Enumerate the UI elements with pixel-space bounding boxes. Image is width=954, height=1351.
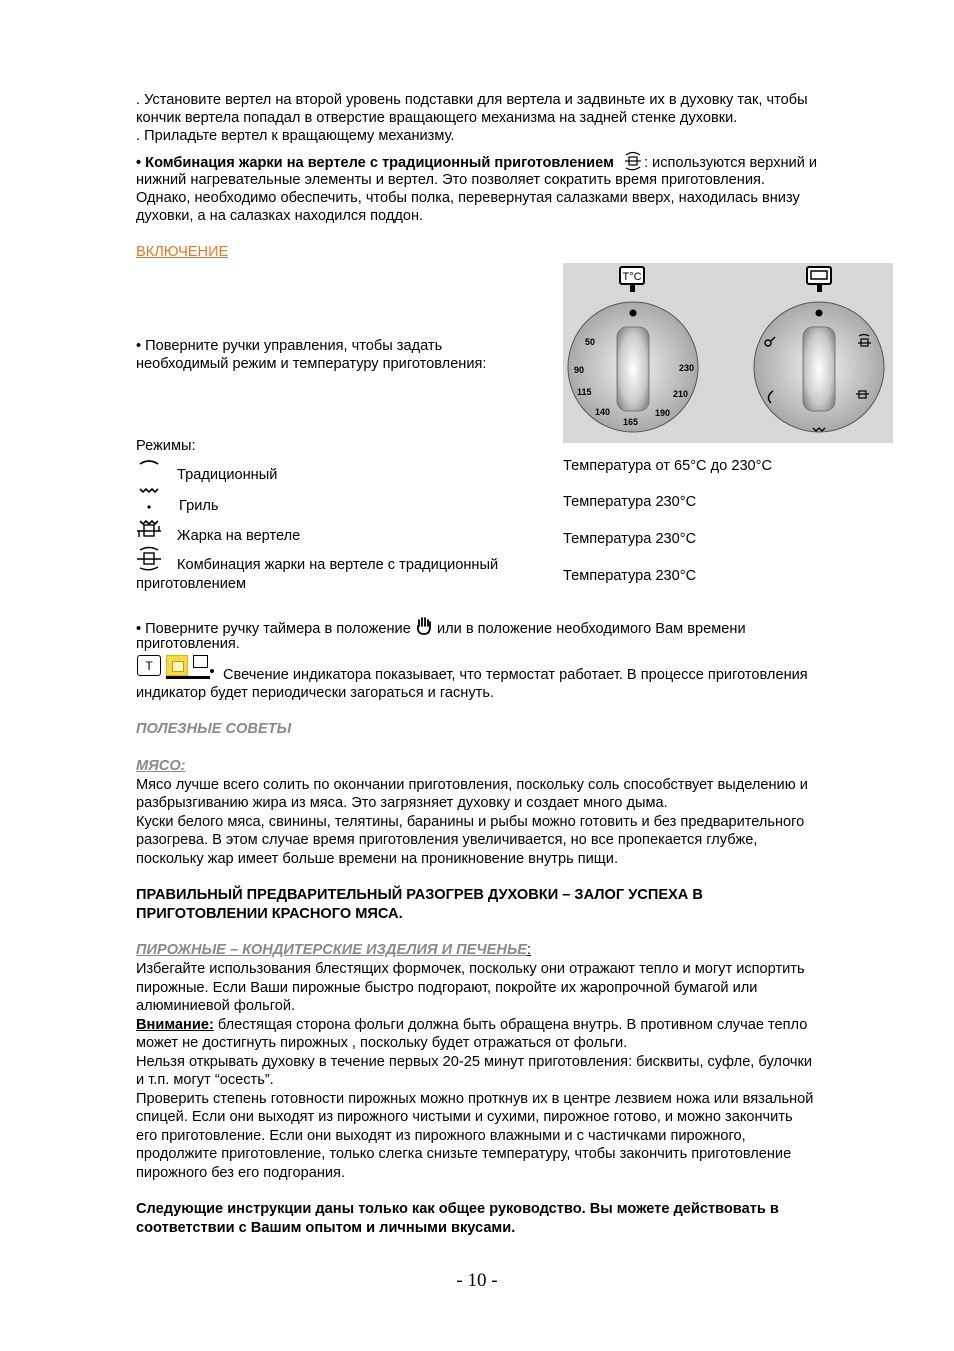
mode-temperature: Температура 230°C <box>563 531 697 547</box>
pastry-heading-line <box>136 941 531 959</box>
thermostat-tick: 140 <box>595 407 611 417</box>
pastry-line: Проверить степень готовности пирожных можно проткнув их в центре лезвием ножа или вязальной <box>136 1091 814 1107</box>
t-indicator-icon: T <box>137 655 161 676</box>
mode-name-continued: приготовлением <box>136 576 247 592</box>
final-note: Следующие инструкции даны только как общее руководство. Вы можете действовать в <box>136 1201 779 1217</box>
indicator-line: Свечение индикатора показывает, что термостат работает. В процессе приготовления <box>223 667 808 683</box>
control-knobs-figure <box>563 263 893 443</box>
mode-name: Жарка на вертеле <box>177 528 301 544</box>
pastry-line: Нельзя открывать духовку в течение первых 20-25 минут приготовления: бисквиты, суфле, булочки <box>136 1054 813 1070</box>
timer-line: приготовления. <box>136 636 240 652</box>
preheat-note: ПРИГОТОВЛЕНИИ КРАСНОГО МЯСА. <box>136 906 403 922</box>
intro-line: Однако, необходимо обеспечить, чтобы полка, перевернутая салазками вверх, находилась внизу <box>136 190 800 206</box>
pastry-line: спицей. Если они выходят из пирожного чистыми и сухими, пирожное готово, и можно закончить <box>136 1109 793 1125</box>
rotisserie-icon <box>136 523 162 541</box>
preheat-note: ПРАВИЛЬНЫЙ ПРЕДВАРИТЕЛЬНЫЙ РАЗОГРЕВ ДУХОВКИ – ЗАЛОГ УСПЕХА В <box>136 887 703 903</box>
timer-text: или в положение необходимого Вам времени <box>436 621 746 637</box>
attention-text: блестящая сторона фольги должна быть обращена внутрь. В противном случае тепло <box>213 1017 808 1033</box>
pastry-line: продолжите приготовление, только слегка снизьте температуру, чтобы закончить приготовление <box>136 1146 792 1162</box>
oven-indicator-icon <box>193 655 208 668</box>
mode-temperature: Температура 230°C <box>563 494 697 510</box>
pastry-line: Избегайте использования блестящих формочек, поскольку они отражают тепло и могут испортить <box>136 961 805 977</box>
pastry-line: и т.п. могут “осесть”. <box>136 1072 274 1088</box>
indicator-light-icon <box>166 655 188 676</box>
pastry-colon: : <box>527 942 532 958</box>
pastry-heading: ПИРОЖНЫЕ – КОНДИТЕРСКИЕ ИЗДЕЛИЯ И ПЕЧЕНЬЕ <box>136 942 528 958</box>
intro-line: духовки, а на салазках находился поддон. <box>136 208 424 224</box>
combo-rotisserie-icon <box>136 546 162 572</box>
meat-line: разогрева. В этом случае время приготовления увеличивается, но все пропекается глубже, <box>136 832 758 848</box>
meat-line: разбрызгиванию жира из мяса. Это загрязняет духовку и создает много дыма. <box>136 795 668 811</box>
thermostat-tick: 50 <box>585 337 596 347</box>
switch-on-heading: ВКЛЮЧЕНИЕ <box>136 244 229 260</box>
pastry-line: может не достигнуть пирожных , поскольку будет отражаться от фольги. <box>136 1035 628 1051</box>
meat-line: поскольку жар имеет больше времени на проникновение внутрь пищи. <box>136 851 619 867</box>
pastry-line: его приготовление. Если они выходят из пирожного влажными и с частичками пирожного, <box>136 1128 746 1144</box>
intro-line: . Приладьте вертел к вращающему механизму. <box>136 128 455 144</box>
page-number: - 10 - <box>456 1270 498 1291</box>
attention-line <box>136 1016 807 1034</box>
turn-knobs-line: необходимый режим и температуру приготовления: <box>136 356 487 372</box>
meat-heading: МЯСО: <box>136 758 186 774</box>
thermostat-tick: 190 <box>655 408 671 418</box>
combo-bold-label: • Комбинация жарки на вертеле с традиционный приготовлением <box>136 155 614 171</box>
mode-temperature: Температура от 65°C до 230°C <box>563 458 773 474</box>
combo-rest: : используются верхний и <box>643 155 818 171</box>
meat-line: Мясо лучше всего солить по окончании приготовления, поскольку соль способствует выделению и <box>136 777 808 793</box>
indicator-dot <box>210 669 214 673</box>
thermostat-tick: 210 <box>673 389 689 399</box>
thermostat-tick: 165 <box>623 417 639 427</box>
conventional-icon <box>137 459 161 495</box>
final-note: соответствии с Вашим опытом и личными вкусами. <box>136 1220 516 1236</box>
mode-temperature: Температура 230°C <box>563 568 697 584</box>
hand-stop-icon <box>415 616 433 636</box>
pastry-line: алюминиевой фольгой. <box>136 998 296 1014</box>
intro-line: кончик вертела попадал в отверстие вращающего механизма на задней стенке духовки. <box>136 110 738 126</box>
mode-name: Традиционный <box>177 467 278 483</box>
mode-name: Гриль <box>179 498 219 514</box>
turn-knobs-line: • Поверните ручки управления, чтобы задать <box>136 338 443 354</box>
indicator-underline <box>166 676 210 679</box>
meat-line: Куски белого мяса, свинины, телятины, баранины и рыбы можно готовить и без предварительного <box>136 814 805 830</box>
combo-paragraph-first-line <box>136 151 817 172</box>
indicator-line: индикатор будет периодически загораться и гаснуть. <box>136 685 494 701</box>
attention-label: Внимание: <box>136 1017 214 1033</box>
combo-rotisserie-icon <box>622 151 644 171</box>
pastry-line: пирожного без его подгорания. <box>136 1165 345 1181</box>
pastry-line: пирожные. Если Ваши пирожные быстро подгорают, покройте их жаропрочной бумагой или <box>136 980 758 996</box>
tips-heading: ПОЛЕЗНЫЕ СОВЕТЫ <box>136 721 292 737</box>
thermostat-tick: 115 <box>577 387 592 397</box>
mode-name: Комбинация жарки на вертеле с традиционный <box>177 557 499 573</box>
thermostat-label: T°C <box>622 271 642 283</box>
thermostat-tick: 90 <box>574 365 585 375</box>
intro-line: . Установите вертел на второй уровень подставки для вертела и задвиньте их в духовку так, чтобы <box>136 92 808 108</box>
thermostat-tick: 230 <box>679 363 695 373</box>
intro-line: нижний нагревательные элементы и вертел. Это позволяет сократить время приготовления. <box>136 172 765 188</box>
modes-title: Режимы: <box>136 438 196 454</box>
timer-text: • Поверните ручку таймера в положение <box>136 621 411 637</box>
thermostat-indicator-icons <box>137 655 217 679</box>
